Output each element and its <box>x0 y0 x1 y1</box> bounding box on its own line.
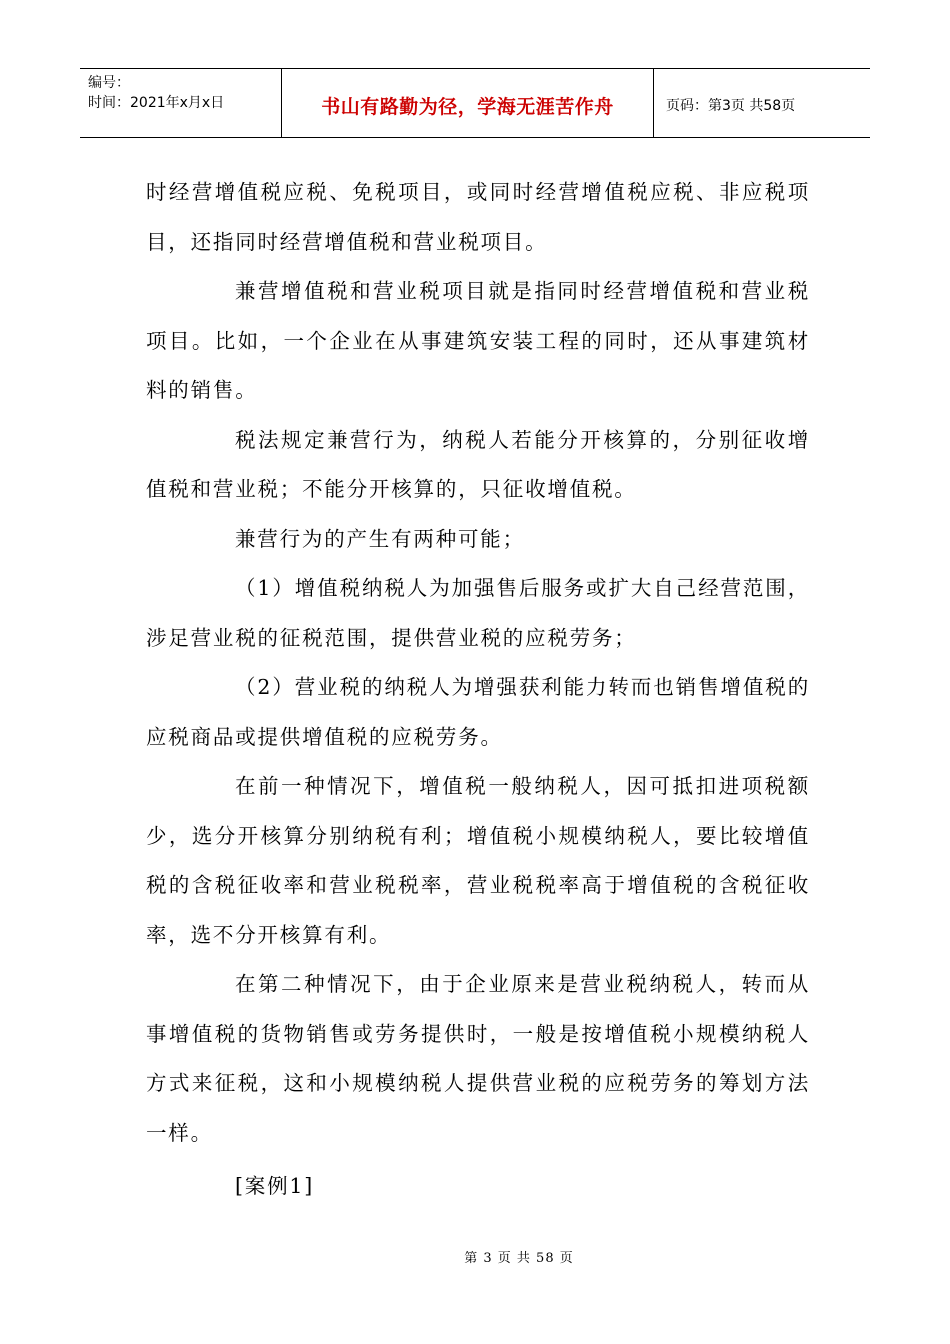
document-date: 时间：2021年x月x日 <box>88 95 225 111</box>
paragraph: 兼营增值税和营业税项目就是指同时经营增值税和营业税项目。比如，一个企业在从事建筑安装工程的同时，还从事建筑材料的销售。 <box>146 279 810 402</box>
page-footer <box>0 1247 950 1266</box>
header-page-info: 页码：第3页 共58页 <box>666 98 796 114</box>
header-motto: 书山有路勤为径，学海无涯苦作舟 <box>321 95 614 118</box>
paragraph: （1）增值税纳税人为加强售后服务或扩大自己经营范围，涉足营业税的征税范围，提供营业税的应税劳务； <box>146 576 810 650</box>
paragraph: 时经营增值税应税、免税项目，或同时经营增值税应税、非应税项目，还指同时经营增值税和营业税项目。 <box>146 180 810 254</box>
page-header <box>80 68 870 138</box>
footer-page-number: 第 3 页 共 58 页 <box>464 1251 574 1266</box>
document-number-label: 编号： <box>88 75 130 91</box>
header-meta <box>80 69 282 137</box>
paragraph: 税法规定兼营行为，纳税人若能分开核算的，分别征收增值税和营业税；不能分开核算的，只征收增值税。 <box>146 427 810 501</box>
case-heading: [案例1] <box>235 1174 315 1198</box>
paragraph: 兼营行为的产生有两种可能； <box>235 526 525 551</box>
paragraph: （2）营业税的纳税人为增强获利能力转而也销售增值税的应税商品或提供增值税的应税劳务。 <box>146 675 810 749</box>
paragraph: 在第二种情况下，由于企业原来是营业税纳税人，转而从事增值税的货物销售或劳务提供时，一般是按增值税小规模纳税人方式来征税，这和小规模纳税人提供营业税的应税劳务的筹划方法一样。 <box>146 972 810 1145</box>
header-motto-cell <box>282 69 654 137</box>
paragraph: 在前一种情况下，增值税一般纳税人，因可抵扣进项税额少，选分开核算分别纳税有利；增值税小规模纳税人，要比较增值税的含税征收率和营业税税率，营业税税率高于增值税的含税征收率，选不分开核算有利。 <box>146 774 810 947</box>
document-body <box>146 168 810 1212</box>
